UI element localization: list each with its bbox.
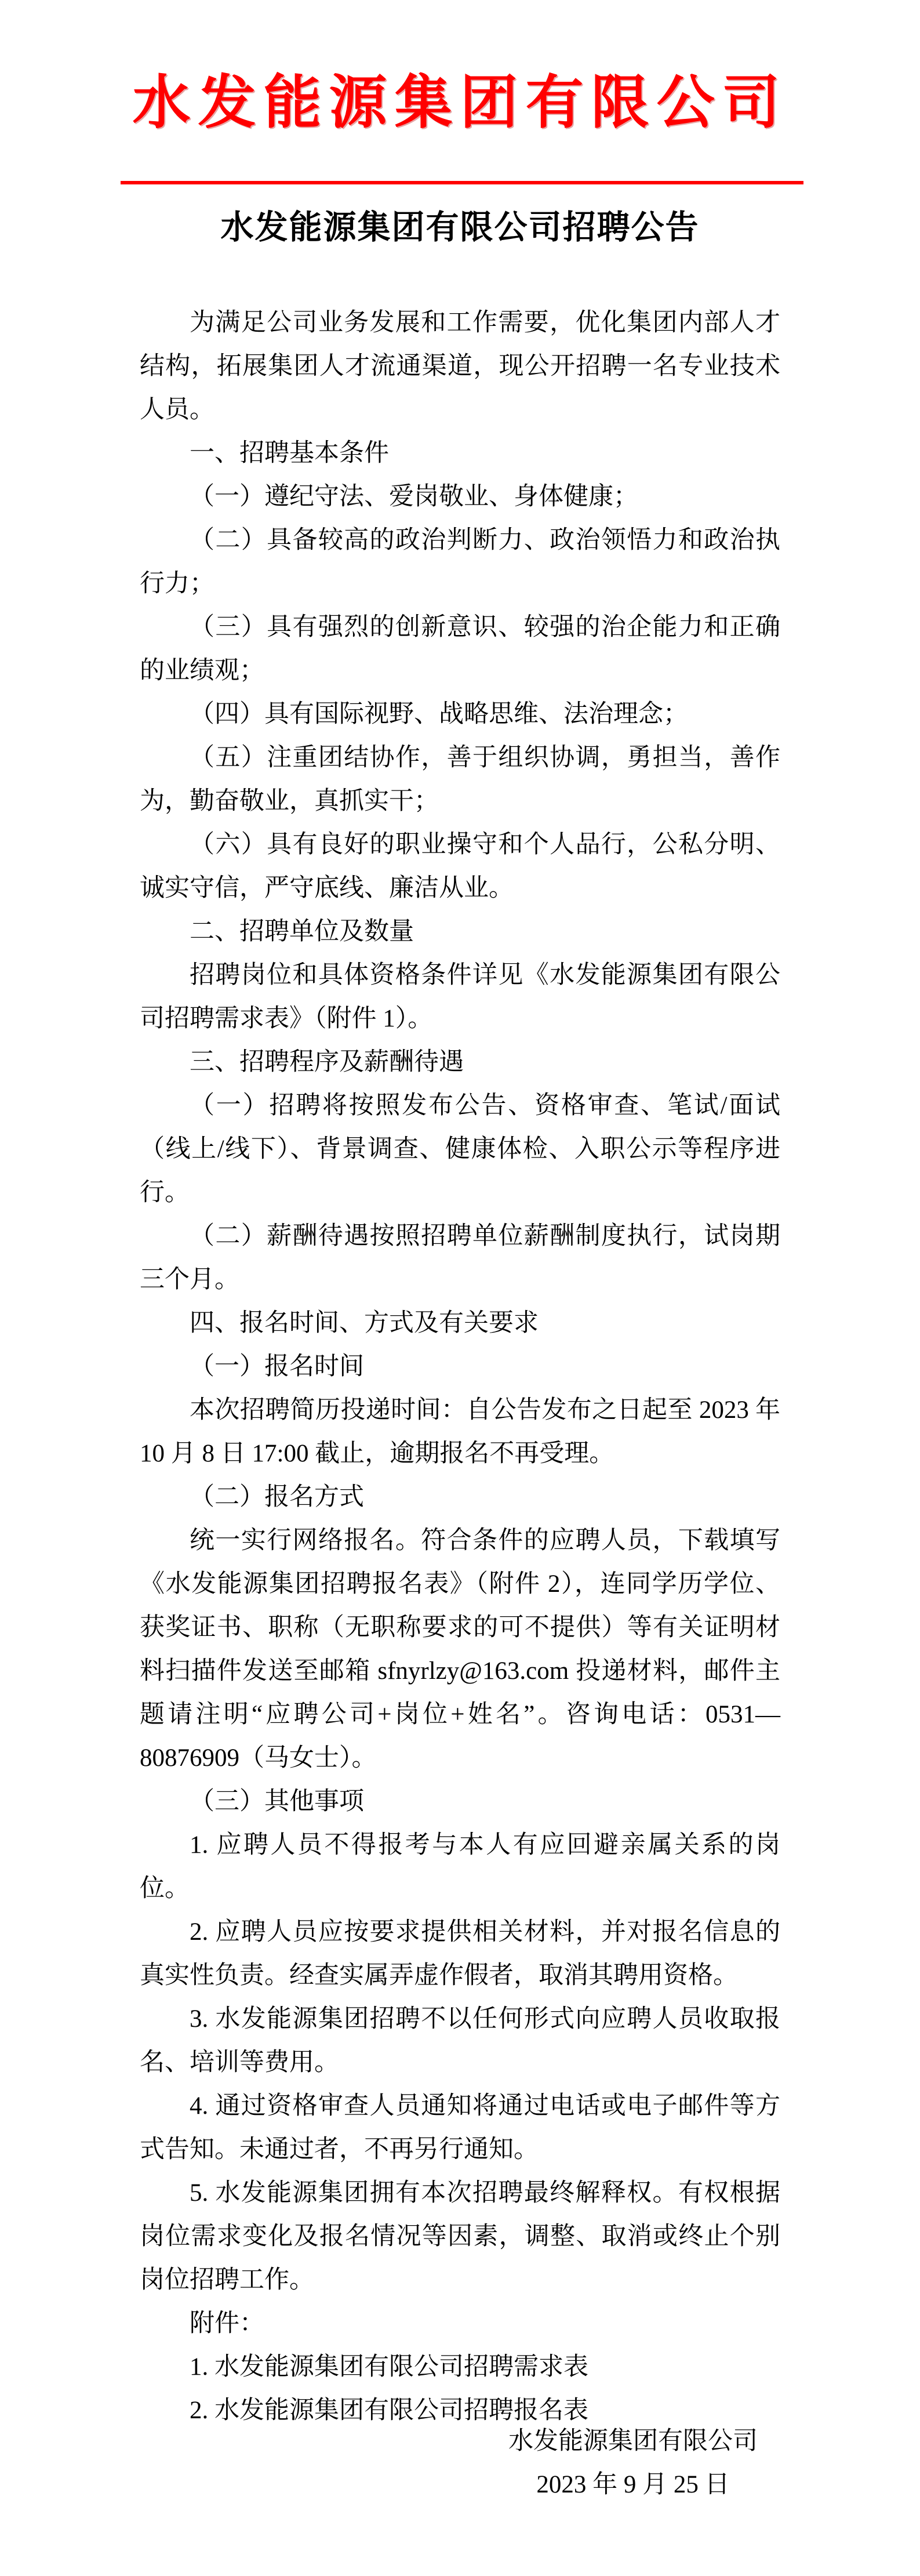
paragraph: 2. 水发能源集团有限公司招聘报名表: [190, 2397, 588, 2424]
paragraph: 4. 通过资格审查人员通知将通过电话或电子邮件等方式告知。未通过者，不再另行通知。: [140, 2092, 780, 2163]
red-divider-line: [121, 181, 803, 184]
paragraph: 2. 应聘人员应按要求提供相关材料，并对报名信息的真实性负责。经查实属弄虚作假者，取消其聘用资格。: [140, 1918, 780, 1989]
paragraph: （二）薪酬待遇按照招聘单位薪酬制度执行，试岗期三个月。: [140, 1222, 780, 1293]
paragraph: （一）招聘将按照发布公告、资格审查、笔试/面试（线上/线下）、背景调查、健康体检、入职公示等程序进行。: [140, 1092, 780, 1206]
document-title: 水发能源集团有限公司招聘公告: [220, 209, 700, 246]
paragraph: 四、报名时间、方式及有关要求: [190, 1309, 539, 1337]
paragraph: （五）注重团结协作，善于组织协调，勇担当，善作为，勤奋敬业，真抓实干；: [140, 744, 780, 815]
paragraph: 本次招聘简历投递时间：自公告发布之日起至 2023 年 10 月 8 日 17:00 截止，逾期报名不再受理。: [140, 1396, 780, 1467]
paragraph: （一）遵纪守法、爱岗敬业、身体健康；: [190, 483, 638, 510]
paragraph: 三、招聘程序及薪酬待遇: [190, 1048, 464, 1076]
paragraph: 为满足公司业务发展和工作需要，优化集团内部人才结构，拓展集团人才流通渠道，现公开招聘一名专业技术人员。: [140, 309, 780, 423]
paragraph: （三）其他事项: [190, 1788, 364, 1815]
paragraph: 5. 水发能源集团拥有本次招聘最终解释权。有权根据岗位需求变化及报名情况等因素，调整、取消或终止个别岗位招聘工作。: [140, 2179, 780, 2294]
paragraph: 1. 水发能源集团有限公司招聘需求表: [190, 2353, 588, 2381]
signature-company: 水发能源集团有限公司: [508, 2428, 758, 2455]
paragraph: （二）具备较高的政治判断力、政治领悟力和政治执行力；: [140, 527, 780, 597]
paragraph: 二、招聘单位及数量: [190, 918, 414, 945]
paragraph: 3. 水发能源集团招聘不以任何形式向应聘人员收取报名、培训等费用。: [140, 2005, 780, 2076]
paragraph: 统一实行网络报名。符合条件的应聘人员，下载填写《水发能源集团招聘报名表》（附件 2），连同学历学位、获奖证书、职称（无职称要求的可不提供）等有关证明材料扫描件发送至邮箱 sfnyrlzy@163.com 投递材料，邮件主题请注明“应聘公司+岗位+姓名”。咨询电话：0531—80876909（马女士）。: [140, 1527, 780, 1772]
paragraph: 附件：: [190, 2310, 264, 2337]
signature-date: 2023 年 9 月 25 日: [536, 2471, 730, 2498]
paragraph: （六）具有良好的职业操守和个人品行，公私分明、诚实守信，严守底线、廉洁从业。: [140, 831, 780, 902]
paragraph: 招聘岗位和具体资格条件详见《水发能源集团有限公司招聘需求表》（附件 1）。: [140, 962, 780, 1032]
signature-block: [508, 2419, 758, 2506]
document-body: [140, 301, 780, 2432]
paragraph: （三）具有强烈的创新意识、较强的治企能力和正确的业绩观；: [140, 614, 780, 684]
paragraph: 一、招聘基本条件: [190, 440, 389, 467]
paragraph: （四）具有国际视野、战略思维、法治理念；: [190, 701, 688, 728]
paragraph: 1. 应聘人员不得报考与本人有应回避亲属关系的岗位。: [140, 1831, 780, 1902]
letterhead-company-name: 水发能源集团有限公司: [132, 71, 788, 135]
paragraph: （二）报名方式: [190, 1483, 364, 1511]
paragraph: （一）报名时间: [190, 1353, 364, 1380]
